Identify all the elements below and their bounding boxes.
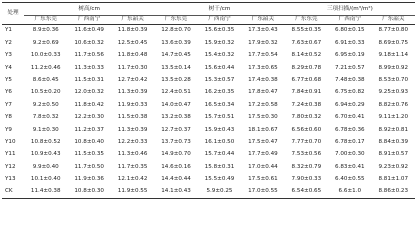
table-cell: 6.77±0.68	[291, 76, 322, 83]
table-cell: 14.1±0.43	[154, 186, 197, 199]
subheader: 广东韶关	[372, 16, 415, 25]
table-cell: 9.25±0.93	[378, 89, 409, 96]
table-cell: 6.78±0.17	[334, 138, 365, 145]
table-row	[2, 25, 415, 38]
table-cell: 9.23±0.92	[378, 163, 409, 170]
table-cell: 11.7±0.50	[74, 163, 104, 170]
table-cell: 11.8±0.39	[117, 27, 148, 34]
table-cell: 8.29±0.78	[291, 64, 322, 71]
table-cell: 15.4±0.32	[204, 52, 235, 59]
row-label: Y1	[5, 27, 12, 34]
row-label: Y12	[5, 163, 16, 170]
group-header-height: 树高/cm	[24, 3, 154, 16]
table-cell: 17.0±0.44	[248, 163, 278, 170]
row-label: Y2	[5, 39, 12, 46]
table-cell: 7.77±0.70	[291, 138, 322, 145]
table-cell: 7.00±0.30	[334, 151, 365, 158]
subheader: 广东东莞	[24, 16, 67, 25]
table-cell: 7.84±0.91	[291, 89, 322, 96]
table-cell: 6.70±0.41	[334, 114, 365, 121]
table-cell: 17.2±0.58	[248, 101, 278, 108]
table-cell: 17.4±0.38	[248, 76, 278, 83]
table-cell: 11.5±0.38	[117, 114, 148, 121]
table-cell: 11.5±0.35	[74, 151, 104, 158]
table-cell: 10.5±0.20	[30, 89, 61, 96]
table-cell: 8.86±0.23	[372, 186, 415, 199]
table-cell: 17.7±0.54	[248, 52, 278, 59]
table-cell: 12.8±0.70	[161, 27, 191, 34]
table-cell: 16.2±0.35	[204, 89, 235, 96]
table-cell: 12.4±0.51	[161, 89, 191, 96]
table-cell: 11.3±0.46	[117, 151, 148, 158]
table-cell: 9.1±0.30	[32, 126, 59, 133]
table-cell: 11.5±0.31	[74, 76, 104, 83]
table-cell: 8.9±0.36	[32, 27, 59, 34]
table-cell: 8.14±0.52	[291, 52, 322, 59]
group-header-scan: 三项扫描/(m³/m²)	[285, 3, 415, 16]
table-cell: 10.8±0.52	[30, 138, 61, 145]
table-cell: 6.78±0.36	[334, 126, 365, 133]
table-cell: 14.4±0.44	[161, 176, 191, 183]
table-cell: 15.9±0.43	[204, 126, 235, 133]
row-label: Y5	[5, 76, 12, 83]
table-cell: 9.2±0.69	[32, 39, 59, 46]
table-cell: 8.91±0.57	[378, 151, 409, 158]
table-row	[2, 174, 415, 186]
table-cell: 13.2±0.38	[161, 114, 191, 121]
table-cell: 10.6±0.32	[74, 39, 104, 46]
table-cell: 6.56±0.60	[291, 126, 322, 133]
table-row	[2, 137, 415, 149]
table-cell: 11.8±0.42	[74, 101, 104, 108]
table-row	[2, 87, 415, 99]
table-cell: 8.84±0.39	[378, 138, 409, 145]
table-cell: 11.4±0.38	[24, 186, 67, 199]
table-cell: 17.5±0.47	[248, 138, 278, 145]
table-cell: 12.0±0.32	[74, 89, 104, 96]
table-cell: 15.5±0.49	[204, 176, 235, 183]
subheader: 广西南宁	[198, 16, 241, 25]
table-cell: 8.55±0.35	[291, 27, 322, 34]
table-cell: 15.7±0.44	[204, 151, 235, 158]
table-row	[2, 112, 415, 124]
row-label: CK	[2, 186, 24, 199]
table-cell: 6.83±0.41	[334, 163, 365, 170]
table-cell: 7.48±0.38	[334, 76, 365, 83]
table-cell: 12.7±0.37	[161, 126, 191, 133]
table-cell: 14.0±0.47	[161, 101, 191, 108]
table-cell: 17.9±0.32	[248, 39, 278, 46]
row-label: Y4	[5, 64, 12, 71]
table-cell: 10.8±0.30	[67, 186, 110, 199]
table-cell: 11.3±0.39	[117, 126, 148, 133]
table-cell: 11.9±0.36	[74, 176, 104, 183]
data-table	[2, 2, 415, 199]
table-cell: 7.21±0.57	[334, 64, 365, 71]
subheader: 广西南宁	[328, 16, 371, 25]
table-cell: 8.82±0.76	[378, 101, 409, 108]
table-cell: 16.5±0.34	[204, 101, 235, 108]
table-cell: 9.9±0.40	[32, 163, 59, 170]
table-cell: 6.91±0.33	[334, 39, 365, 46]
table-cell: 15.6±0.35	[204, 27, 235, 34]
row-label: Y9	[5, 126, 12, 133]
table-cell: 15.9±0.32	[204, 39, 235, 46]
table-cell: 11.7±0.56	[74, 52, 104, 59]
table-cell: 11.7±0.30	[117, 64, 148, 71]
row-label: Y3	[5, 52, 12, 59]
corner-header: 处理	[2, 3, 24, 25]
table-cell: 7.53±0.56	[291, 151, 322, 158]
table-cell: 11.9±0.33	[117, 101, 148, 108]
table-cell: 8.81±1.07	[378, 176, 409, 183]
table-cell: 14.7±0.45	[161, 52, 191, 59]
row-label: Y6	[5, 89, 12, 96]
table-cell: 8.6±0.45	[32, 76, 59, 83]
table-cell: 6.95±0.19	[334, 52, 365, 59]
table-cell: 7.90±0.33	[291, 176, 322, 183]
table-cell: 11.3±0.33	[74, 64, 104, 71]
table-cell: 9.18±1.14	[378, 52, 409, 59]
table-cell: 9.2±0.50	[32, 101, 59, 108]
table-cell: 17.7±0.49	[248, 151, 278, 158]
table-cell: 6.40±0.55	[334, 176, 365, 183]
subheader: 广东韶关	[111, 16, 154, 25]
table-cell: 14.9±0.70	[161, 151, 191, 158]
table-cell: 12.7±0.42	[117, 76, 148, 83]
table-cell: 6.80±0.15	[334, 27, 365, 34]
subheader: 广西南宁	[67, 16, 110, 25]
table-cell: 17.0±0.55	[241, 186, 284, 199]
table-row	[2, 124, 415, 136]
table-cell: 7.8±0.32	[32, 114, 59, 121]
table-cell: 6.75±0.82	[334, 89, 365, 96]
row-label: Y10	[5, 138, 16, 145]
table-cell: 7.24±0.38	[291, 101, 322, 108]
table-cell: 9.11±1.20	[378, 114, 409, 121]
table-cell: 17.5±0.61	[248, 176, 278, 183]
table-cell: 15.8±0.31	[204, 163, 235, 170]
table-cell: 10.9±0.43	[30, 151, 61, 158]
table-cell: 8.53±0.70	[378, 76, 409, 83]
row-label: Y13	[5, 176, 16, 183]
table-cell: 8.92±0.81	[378, 126, 409, 133]
table-cell: 7.63±0.67	[291, 39, 322, 46]
table-cell: 11.6±0.49	[74, 27, 104, 34]
table-cell: 12.2±0.30	[74, 114, 104, 121]
table-cell: 12.1±0.42	[117, 176, 148, 183]
table-cell: 6.94±0.29	[334, 101, 365, 108]
table-row	[2, 37, 415, 49]
table-cell: 11.9±0.55	[111, 186, 154, 199]
table-cell: 18.1±0.67	[248, 126, 278, 133]
table-cell: 11.3±0.39	[117, 89, 148, 96]
table-row	[2, 75, 415, 87]
table-cell: 8.77±0.80	[378, 27, 409, 34]
table-cell: 10.0±0.33	[30, 52, 61, 59]
table-cell: 13.6±0.39	[161, 39, 191, 46]
table-cell: 11.2±0.46	[30, 64, 61, 71]
row-label: Y7	[5, 101, 12, 108]
row-label: Y11	[5, 151, 16, 158]
table-row	[2, 50, 415, 62]
table-cell: 16.1±0.50	[204, 138, 235, 145]
table-cell: 11.7±0.35	[117, 163, 148, 170]
table-cell: 8.99±0.92	[378, 64, 409, 71]
table-cell: 15.7±0.51	[204, 114, 235, 121]
table-cell: 17.3±0.65	[248, 64, 278, 71]
table-body	[2, 25, 415, 199]
table-cell: 10.8±0.40	[74, 138, 104, 145]
table-cell: 8.32±0.79	[291, 163, 322, 170]
table-cell: 17.3±0.43	[248, 27, 278, 34]
table-cell: 6.6±1.0	[328, 186, 371, 199]
row-label: Y8	[5, 114, 12, 121]
table-cell: 17.8±0.47	[248, 89, 278, 96]
subheader: 广东韶关	[241, 16, 284, 25]
table-cell: 13.7±0.73	[161, 138, 191, 145]
table-cell: 10.1±0.40	[30, 176, 61, 183]
table-cell: 7.80±0.32	[291, 114, 322, 121]
table-row	[2, 149, 415, 161]
table-cell: 5.9±0.25	[198, 186, 241, 199]
table-cell: 15.3±0.57	[204, 76, 235, 83]
table-cell: 14.6±0.16	[161, 163, 191, 170]
table-row	[2, 186, 415, 199]
group-header-trunk: 树干/cm	[154, 3, 284, 16]
table-cell: 13.5±0.28	[161, 76, 191, 83]
table-cell: 11.2±0.37	[74, 126, 104, 133]
subheader: 广东东莞	[285, 16, 328, 25]
table-cell: 12.5±0.45	[117, 39, 148, 46]
table-row	[2, 99, 415, 111]
table-cell: 6.54±0.65	[285, 186, 328, 199]
table-cell: 8.69±0.75	[378, 39, 409, 46]
table-row	[2, 161, 415, 173]
table-cell: 11.8±0.48	[117, 52, 148, 59]
table-cell: 17.5±0.30	[248, 114, 278, 121]
table-row	[2, 62, 415, 74]
table-cell: 12.2±0.33	[117, 138, 148, 145]
table-cell: 13.5±0.14	[161, 64, 191, 71]
table-cell: 15.6±0.44	[204, 64, 235, 71]
subheader: 广东东莞	[154, 16, 197, 25]
